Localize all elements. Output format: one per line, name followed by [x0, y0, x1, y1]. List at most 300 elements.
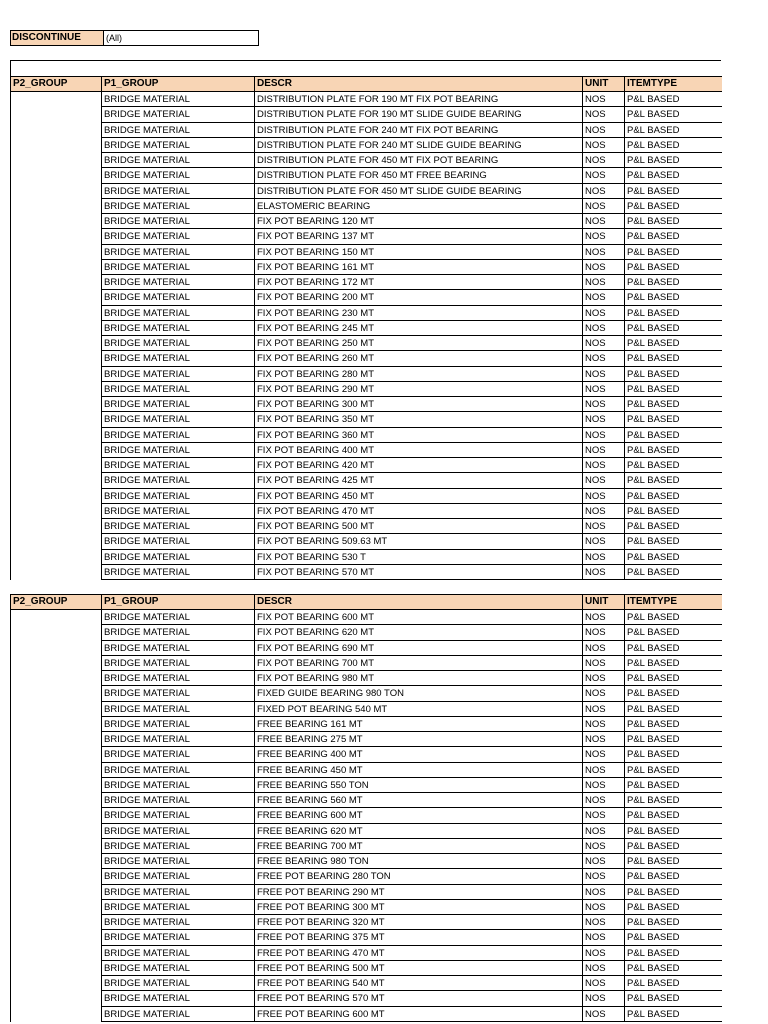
cell-p1-group: BRIDGE MATERIAL — [101, 534, 254, 549]
cell-descr: FIX POT BEARING 700 MT — [254, 656, 582, 671]
table-row — [10, 824, 722, 839]
cell-p2-group — [10, 747, 101, 762]
cell-descr: FIX POT BEARING 350 MT — [254, 412, 582, 427]
cell-p2-group — [10, 382, 101, 397]
cell-p2-group — [10, 763, 101, 778]
cell-descr: FREE POT BEARING 320 MT — [254, 915, 582, 930]
cell-p1-group: BRIDGE MATERIAL — [101, 763, 254, 778]
cell-p1-group: BRIDGE MATERIAL — [101, 290, 254, 305]
cell-itemtype: P&L BASED — [624, 336, 722, 351]
table-header — [10, 594, 722, 610]
cell-p2-group — [10, 641, 101, 656]
cell-itemtype: P&L BASED — [624, 778, 722, 793]
cell-p1-group: BRIDGE MATERIAL — [101, 671, 254, 686]
table-row — [10, 625, 722, 640]
header-p2-group: P2_GROUP — [10, 77, 101, 91]
table-row — [10, 793, 722, 808]
cell-descr: FIX POT BEARING 500 MT — [254, 519, 582, 534]
cell-itemtype: P&L BASED — [624, 900, 722, 915]
cell-descr: FIX POT BEARING 245 MT — [254, 321, 582, 336]
cell-p1-group: BRIDGE MATERIAL — [101, 184, 254, 199]
cell-p1-group: BRIDGE MATERIAL — [101, 107, 254, 122]
cell-p1-group: BRIDGE MATERIAL — [101, 641, 254, 656]
cell-unit: NOS — [582, 245, 624, 260]
cell-unit: NOS — [582, 900, 624, 915]
cell-p2-group — [10, 123, 101, 138]
table-row — [10, 367, 722, 382]
cell-p2-group — [10, 717, 101, 732]
cell-p2-group — [10, 550, 101, 565]
table-row — [10, 976, 722, 991]
cell-unit: NOS — [582, 808, 624, 823]
cell-descr: DISTRIBUTION PLATE FOR 450 MT FIX POT BEARING — [254, 153, 582, 168]
cell-p2-group — [10, 428, 101, 443]
cell-itemtype: P&L BASED — [624, 565, 722, 580]
cell-p2-group — [10, 199, 101, 214]
cell-descr: FREE BEARING 450 MT — [254, 763, 582, 778]
cell-p2-group — [10, 671, 101, 686]
cell-p1-group: BRIDGE MATERIAL — [101, 245, 254, 260]
cell-unit: NOS — [582, 168, 624, 183]
cell-itemtype: P&L BASED — [624, 382, 722, 397]
cell-p1-group: BRIDGE MATERIAL — [101, 229, 254, 244]
cell-itemtype: P&L BASED — [624, 123, 722, 138]
cell-p2-group — [10, 443, 101, 458]
cell-unit: NOS — [582, 747, 624, 762]
cell-p2-group — [10, 260, 101, 275]
header-p1-group: P1_GROUP — [101, 595, 254, 609]
cell-descr: FREE POT BEARING 280 TON — [254, 869, 582, 884]
cell-p2-group — [10, 610, 101, 625]
cell-itemtype: P&L BASED — [624, 641, 722, 656]
cell-unit: NOS — [582, 839, 624, 854]
cell-itemtype: P&L BASED — [624, 824, 722, 839]
cell-descr: DISTRIBUTION PLATE FOR 450 MT FREE BEARING — [254, 168, 582, 183]
cell-p1-group: BRIDGE MATERIAL — [101, 991, 254, 1006]
cell-p2-group — [10, 275, 101, 290]
cell-p2-group — [10, 473, 101, 488]
table-row — [10, 351, 722, 366]
cell-p2-group — [10, 565, 101, 580]
cell-descr: FREE BEARING 620 MT — [254, 824, 582, 839]
cell-itemtype: P&L BASED — [624, 915, 722, 930]
cell-unit: NOS — [582, 367, 624, 382]
cell-itemtype: P&L BASED — [624, 397, 722, 412]
cell-itemtype: P&L BASED — [624, 168, 722, 183]
table-row — [10, 214, 722, 229]
cell-p1-group: BRIDGE MATERIAL — [101, 656, 254, 671]
cell-p1-group: BRIDGE MATERIAL — [101, 367, 254, 382]
cell-p2-group — [10, 930, 101, 945]
cell-p2-group — [10, 824, 101, 839]
cell-itemtype: P&L BASED — [624, 625, 722, 640]
table-row — [10, 869, 722, 884]
cell-unit: NOS — [582, 321, 624, 336]
cell-descr: FIXED GUIDE BEARING 980 TON — [254, 686, 582, 701]
cell-p2-group — [10, 245, 101, 260]
cell-p2-group — [10, 138, 101, 153]
cell-descr: ELASTOMERIC BEARING — [254, 199, 582, 214]
table-row — [10, 382, 722, 397]
cell-p2-group — [10, 732, 101, 747]
table-row — [10, 412, 722, 427]
cell-p2-group — [10, 367, 101, 382]
cell-p2-group — [10, 793, 101, 808]
cell-descr: FREE BEARING 560 MT — [254, 793, 582, 808]
table-row — [10, 245, 722, 260]
cell-p2-group — [10, 290, 101, 305]
cell-descr: FIX POT BEARING 400 MT — [254, 443, 582, 458]
cell-itemtype: P&L BASED — [624, 793, 722, 808]
cell-p2-group — [10, 808, 101, 823]
cell-descr: FIXED POT BEARING 540 MT — [254, 702, 582, 717]
cell-p1-group: BRIDGE MATERIAL — [101, 550, 254, 565]
cell-p2-group — [10, 534, 101, 549]
table-row — [10, 717, 722, 732]
cell-p2-group — [10, 519, 101, 534]
cell-descr: FREE BEARING 550 TON — [254, 778, 582, 793]
cell-unit: NOS — [582, 199, 624, 214]
table-row — [10, 991, 722, 1006]
cell-descr: FREE POT BEARING 290 MT — [254, 885, 582, 900]
cell-descr: FIX POT BEARING 470 MT — [254, 504, 582, 519]
cell-descr: FIX POT BEARING 200 MT — [254, 290, 582, 305]
cell-itemtype: P&L BASED — [624, 489, 722, 504]
cell-p1-group: BRIDGE MATERIAL — [101, 625, 254, 640]
cell-p1-group: BRIDGE MATERIAL — [101, 824, 254, 839]
cell-p2-group — [10, 229, 101, 244]
cell-unit: NOS — [582, 351, 624, 366]
cell-p2-group — [10, 915, 101, 930]
cell-p2-group — [10, 946, 101, 961]
cell-unit: NOS — [582, 153, 624, 168]
cell-p1-group: BRIDGE MATERIAL — [101, 321, 254, 336]
cell-unit: NOS — [582, 138, 624, 153]
cell-p1-group: BRIDGE MATERIAL — [101, 199, 254, 214]
cell-p1-group: BRIDGE MATERIAL — [101, 1007, 254, 1022]
cell-p1-group: BRIDGE MATERIAL — [101, 519, 254, 534]
table-row — [10, 534, 722, 549]
cell-descr: FIX POT BEARING 230 MT — [254, 306, 582, 321]
table-row — [10, 915, 722, 930]
cell-descr: FREE POT BEARING 470 MT — [254, 946, 582, 961]
cell-descr: FIX POT BEARING 620 MT — [254, 625, 582, 640]
cell-p2-group — [10, 412, 101, 427]
table-row — [10, 92, 722, 107]
table-row — [10, 107, 722, 122]
cell-p1-group: BRIDGE MATERIAL — [101, 717, 254, 732]
cell-unit: NOS — [582, 854, 624, 869]
table-row — [10, 930, 722, 945]
table-row — [10, 732, 722, 747]
table-row — [10, 336, 722, 351]
cell-unit: NOS — [582, 458, 624, 473]
table-row — [10, 550, 722, 565]
table-row — [10, 641, 722, 656]
table-row — [10, 489, 722, 504]
cell-itemtype: P&L BASED — [624, 930, 722, 945]
cell-unit: NOS — [582, 702, 624, 717]
table-row — [10, 747, 722, 762]
cell-itemtype: P&L BASED — [624, 458, 722, 473]
cell-descr: FIX POT BEARING 161 MT — [254, 260, 582, 275]
cell-p1-group: BRIDGE MATERIAL — [101, 412, 254, 427]
cell-p1-group: BRIDGE MATERIAL — [101, 946, 254, 961]
cell-unit: NOS — [582, 1007, 624, 1022]
cell-p2-group — [10, 961, 101, 976]
table-row — [10, 199, 722, 214]
cell-itemtype: P&L BASED — [624, 991, 722, 1006]
cell-itemtype: P&L BASED — [624, 854, 722, 869]
table-row — [10, 763, 722, 778]
header-descr: DESCR — [254, 77, 582, 91]
cell-unit: NOS — [582, 382, 624, 397]
cell-descr: FIX POT BEARING 290 MT — [254, 382, 582, 397]
cell-p1-group: BRIDGE MATERIAL — [101, 473, 254, 488]
cell-descr: FREE BEARING 161 MT — [254, 717, 582, 732]
cell-itemtype: P&L BASED — [624, 976, 722, 991]
table-row — [10, 702, 722, 717]
cell-p1-group: BRIDGE MATERIAL — [101, 793, 254, 808]
cell-unit: NOS — [582, 214, 624, 229]
cell-p1-group: BRIDGE MATERIAL — [101, 123, 254, 138]
cell-itemtype: P&L BASED — [624, 412, 722, 427]
table-row — [10, 229, 722, 244]
cell-p2-group — [10, 458, 101, 473]
discontinue-filter[interactable] — [10, 30, 259, 46]
table-row — [10, 839, 722, 854]
cell-itemtype: P&L BASED — [624, 671, 722, 686]
cell-descr: FIX POT BEARING 172 MT — [254, 275, 582, 290]
cell-unit: NOS — [582, 275, 624, 290]
cell-p2-group — [10, 976, 101, 991]
cell-p1-group: BRIDGE MATERIAL — [101, 275, 254, 290]
cell-itemtype: P&L BASED — [624, 306, 722, 321]
cell-p2-group — [10, 336, 101, 351]
spacer-band — [10, 60, 721, 77]
cell-descr: FREE BEARING 980 TON — [254, 854, 582, 869]
cell-itemtype: P&L BASED — [624, 656, 722, 671]
cell-p1-group: BRIDGE MATERIAL — [101, 915, 254, 930]
cell-p1-group: BRIDGE MATERIAL — [101, 382, 254, 397]
table-row — [10, 900, 722, 915]
table-row — [10, 473, 722, 488]
cell-p1-group: BRIDGE MATERIAL — [101, 610, 254, 625]
table-row — [10, 808, 722, 823]
table-row — [10, 656, 722, 671]
cell-p2-group — [10, 306, 101, 321]
cell-unit: NOS — [582, 306, 624, 321]
cell-p2-group — [10, 656, 101, 671]
cell-unit: NOS — [582, 534, 624, 549]
cell-unit: NOS — [582, 625, 624, 640]
cell-itemtype: P&L BASED — [624, 153, 722, 168]
cell-descr: FREE POT BEARING 300 MT — [254, 900, 582, 915]
cell-unit: NOS — [582, 961, 624, 976]
cell-descr: DISTRIBUTION PLATE FOR 240 MT SLIDE GUIDE BEARING — [254, 138, 582, 153]
cell-itemtype: P&L BASED — [624, 732, 722, 747]
cell-descr: DISTRIBUTION PLATE FOR 240 MT FIX POT BEARING — [254, 123, 582, 138]
header-itemtype: ITEMTYPE — [624, 77, 722, 91]
cell-p2-group — [10, 1007, 101, 1022]
cell-p2-group — [10, 625, 101, 640]
cell-itemtype: P&L BASED — [624, 290, 722, 305]
cell-unit: NOS — [582, 824, 624, 839]
cell-p1-group: BRIDGE MATERIAL — [101, 930, 254, 945]
cell-descr: FIX POT BEARING 980 MT — [254, 671, 582, 686]
cell-p1-group: BRIDGE MATERIAL — [101, 885, 254, 900]
cell-p1-group: BRIDGE MATERIAL — [101, 702, 254, 717]
cell-p1-group: BRIDGE MATERIAL — [101, 854, 254, 869]
cell-descr: FIX POT BEARING 250 MT — [254, 336, 582, 351]
cell-unit: NOS — [582, 519, 624, 534]
cell-itemtype: P&L BASED — [624, 229, 722, 244]
cell-p1-group: BRIDGE MATERIAL — [101, 808, 254, 823]
table-row — [10, 778, 722, 793]
cell-descr: FREE POT BEARING 500 MT — [254, 961, 582, 976]
table-row — [10, 321, 722, 336]
cell-unit: NOS — [582, 793, 624, 808]
cell-unit: NOS — [582, 885, 624, 900]
cell-p2-group — [10, 184, 101, 199]
cell-p2-group — [10, 489, 101, 504]
cell-itemtype: P&L BASED — [624, 107, 722, 122]
cell-descr: FIX POT BEARING 360 MT — [254, 428, 582, 443]
cell-descr: FREE BEARING 700 MT — [254, 839, 582, 854]
cell-p1-group: BRIDGE MATERIAL — [101, 138, 254, 153]
cell-itemtype: P&L BASED — [624, 1007, 722, 1022]
cell-p2-group — [10, 168, 101, 183]
cell-descr: FIX POT BEARING 690 MT — [254, 641, 582, 656]
cell-itemtype: P&L BASED — [624, 717, 722, 732]
cell-descr: FIX POT BEARING 425 MT — [254, 473, 582, 488]
cell-unit: NOS — [582, 565, 624, 580]
cell-descr: FREE BEARING 400 MT — [254, 747, 582, 762]
header-itemtype: ITEMTYPE — [624, 595, 722, 609]
cell-unit: NOS — [582, 869, 624, 884]
cell-p2-group — [10, 686, 101, 701]
cell-itemtype: P&L BASED — [624, 504, 722, 519]
cell-p1-group: BRIDGE MATERIAL — [101, 428, 254, 443]
table-row — [10, 671, 722, 686]
cell-descr: FREE BEARING 600 MT — [254, 808, 582, 823]
cell-unit: NOS — [582, 489, 624, 504]
cell-p2-group — [10, 778, 101, 793]
table-row — [10, 565, 722, 580]
table-row — [10, 275, 722, 290]
cell-unit: NOS — [582, 763, 624, 778]
cell-itemtype: P&L BASED — [624, 138, 722, 153]
cell-descr: FIX POT BEARING 260 MT — [254, 351, 582, 366]
cell-descr: FREE POT BEARING 540 MT — [254, 976, 582, 991]
header-unit: UNIT — [582, 77, 624, 91]
cell-descr: DISTRIBUTION PLATE FOR 190 MT SLIDE GUIDE BEARING — [254, 107, 582, 122]
cell-unit: NOS — [582, 976, 624, 991]
cell-descr: FIX POT BEARING 300 MT — [254, 397, 582, 412]
filter-label: DISCONTINUE — [10, 30, 104, 46]
table-row — [10, 168, 722, 183]
cell-itemtype: P&L BASED — [624, 428, 722, 443]
cell-p2-group — [10, 702, 101, 717]
cell-unit: NOS — [582, 610, 624, 625]
cell-itemtype: P&L BASED — [624, 534, 722, 549]
cell-descr: FIX POT BEARING 120 MT — [254, 214, 582, 229]
cell-descr: DISTRIBUTION PLATE FOR 450 MT SLIDE GUIDE BEARING — [254, 184, 582, 199]
cell-itemtype: P&L BASED — [624, 610, 722, 625]
table-section-2 — [10, 594, 722, 1022]
cell-itemtype: P&L BASED — [624, 184, 722, 199]
table-row — [10, 885, 722, 900]
cell-p1-group: BRIDGE MATERIAL — [101, 443, 254, 458]
cell-unit: NOS — [582, 671, 624, 686]
cell-unit: NOS — [582, 428, 624, 443]
cell-unit: NOS — [582, 473, 624, 488]
cell-p1-group: BRIDGE MATERIAL — [101, 976, 254, 991]
cell-itemtype: P&L BASED — [624, 763, 722, 778]
cell-itemtype: P&L BASED — [624, 686, 722, 701]
cell-p1-group: BRIDGE MATERIAL — [101, 900, 254, 915]
cell-itemtype: P&L BASED — [624, 199, 722, 214]
filter-value[interactable]: (All) — [104, 30, 259, 46]
cell-unit: NOS — [582, 229, 624, 244]
cell-itemtype: P&L BASED — [624, 260, 722, 275]
cell-unit: NOS — [582, 686, 624, 701]
cell-unit: NOS — [582, 946, 624, 961]
table-row — [10, 1007, 722, 1022]
cell-p2-group — [10, 839, 101, 854]
table-row — [10, 519, 722, 534]
cell-p1-group: BRIDGE MATERIAL — [101, 260, 254, 275]
cell-itemtype: P&L BASED — [624, 275, 722, 290]
cell-itemtype: P&L BASED — [624, 473, 722, 488]
cell-itemtype: P&L BASED — [624, 885, 722, 900]
table-row — [10, 610, 722, 625]
cell-unit: NOS — [582, 504, 624, 519]
cell-unit: NOS — [582, 123, 624, 138]
table-section-1 — [10, 76, 722, 580]
cell-itemtype: P&L BASED — [624, 869, 722, 884]
table-row — [10, 961, 722, 976]
cell-itemtype: P&L BASED — [624, 808, 722, 823]
table-row — [10, 153, 722, 168]
table-row — [10, 946, 722, 961]
cell-descr: FIX POT BEARING 280 MT — [254, 367, 582, 382]
table-row — [10, 290, 722, 305]
cell-p1-group: BRIDGE MATERIAL — [101, 489, 254, 504]
cell-p2-group — [10, 885, 101, 900]
cell-p1-group: BRIDGE MATERIAL — [101, 336, 254, 351]
table-row — [10, 458, 722, 473]
cell-p2-group — [10, 153, 101, 168]
cell-p2-group — [10, 504, 101, 519]
cell-unit: NOS — [582, 717, 624, 732]
header-descr: DESCR — [254, 595, 582, 609]
cell-unit: NOS — [582, 290, 624, 305]
cell-unit: NOS — [582, 260, 624, 275]
cell-itemtype: P&L BASED — [624, 351, 722, 366]
cell-descr: FIX POT BEARING 509.63 MT — [254, 534, 582, 549]
header-unit: UNIT — [582, 595, 624, 609]
header-p2-group: P2_GROUP — [10, 595, 101, 609]
cell-p1-group: BRIDGE MATERIAL — [101, 214, 254, 229]
cell-descr: FIX POT BEARING 530 T — [254, 550, 582, 565]
cell-p1-group: BRIDGE MATERIAL — [101, 747, 254, 762]
cell-p1-group: BRIDGE MATERIAL — [101, 778, 254, 793]
cell-itemtype: P&L BASED — [624, 550, 722, 565]
cell-descr: FREE POT BEARING 375 MT — [254, 930, 582, 945]
cell-p1-group: BRIDGE MATERIAL — [101, 153, 254, 168]
cell-itemtype: P&L BASED — [624, 214, 722, 229]
